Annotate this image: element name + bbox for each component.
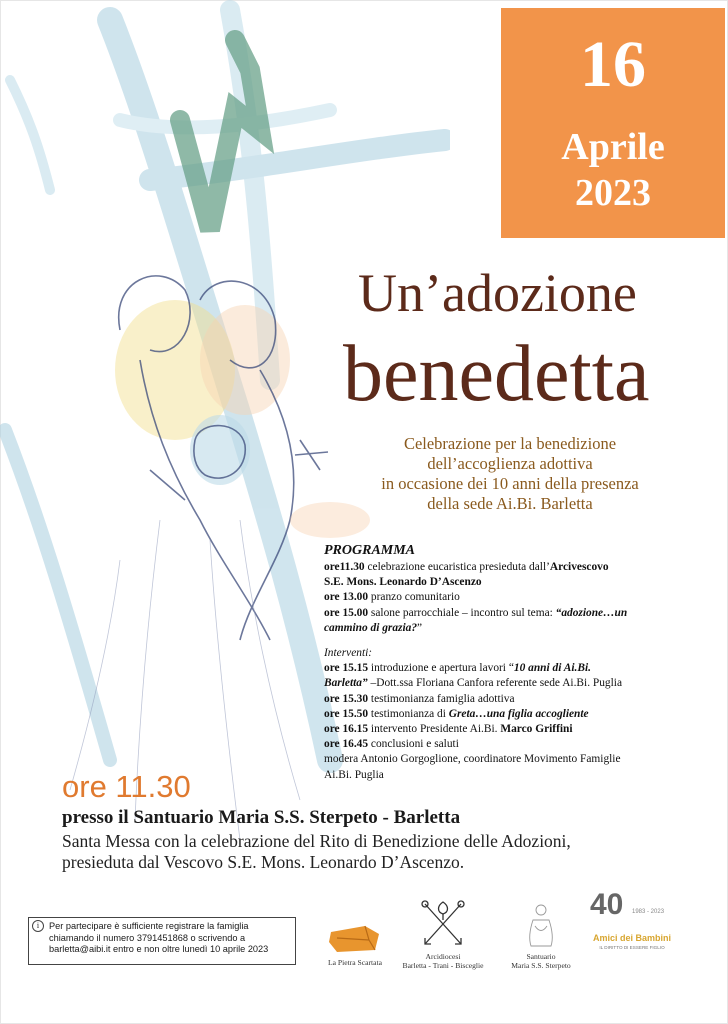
event-venue: presso il Santuario Maria S.S. Sterpeto - Barletta bbox=[62, 807, 461, 828]
program-text: –Dott.ssa Floriana Canfora referente sede Ai.Bi. Puglia bbox=[367, 677, 622, 690]
info-line: chiamando il numero 3791451868 o scrivendo a bbox=[49, 932, 246, 943]
program-text: celebrazione eucaristica presieduta dall’ bbox=[364, 561, 550, 573]
amici-tagline: IL DIRITTO DI ESSERE FIGLIO bbox=[599, 945, 665, 950]
interventi-label: Interventi: bbox=[324, 647, 373, 660]
program-item bbox=[324, 692, 714, 707]
subtitle-line: dell’accoglienza adottiva bbox=[427, 454, 593, 473]
program-time: ore 15.30 bbox=[324, 692, 369, 705]
date-year: 2023 bbox=[575, 172, 651, 214]
title-line-1: Un’adozione bbox=[358, 263, 637, 323]
stone-logo-icon bbox=[325, 922, 385, 956]
amici-name: Amici dei Bambini bbox=[592, 933, 672, 943]
logo-pietra-scartata bbox=[318, 922, 392, 967]
program-item bbox=[324, 707, 714, 722]
logo-santuario bbox=[496, 902, 586, 970]
program-time: ore11.30 bbox=[324, 561, 365, 573]
program-item bbox=[324, 590, 714, 605]
program-text: pranzo comunitario bbox=[368, 591, 460, 604]
program-theme: “adozione…un bbox=[555, 606, 628, 619]
info-line: barletta@aibi.it entro e non oltre lunedì 10 aprile 2023 bbox=[49, 944, 269, 954]
program-theme: Barletta” bbox=[324, 677, 368, 690]
program-item bbox=[324, 661, 714, 676]
logo-label: Santuario bbox=[526, 952, 556, 961]
program-item bbox=[324, 737, 714, 752]
program-quote: ” bbox=[417, 621, 423, 634]
date-box bbox=[501, 8, 725, 238]
program-time: ore 15.50 bbox=[324, 707, 369, 720]
amici-anniversary-number: 40 bbox=[590, 888, 624, 921]
program-text: intervento Presidente Ai.Bi. bbox=[368, 723, 501, 736]
logo-amici-dei-bambini bbox=[586, 888, 678, 952]
program-time: ore 16.15 bbox=[324, 723, 369, 736]
program-item bbox=[324, 560, 714, 575]
program-item bbox=[324, 575, 714, 590]
program-heading: PROGRAMMA bbox=[324, 543, 416, 558]
info-line: Per partecipare è sufficiente registrare la famiglia bbox=[49, 921, 249, 931]
subtitle bbox=[350, 434, 670, 514]
moderator-line: Ai.Bi. Puglia bbox=[324, 768, 384, 781]
program-time: ore 16.45 bbox=[324, 738, 369, 751]
program-theme: 10 anni di Ai.Bi. bbox=[513, 662, 592, 675]
subtitle-line: Celebrazione per la benedizione bbox=[403, 434, 617, 453]
logo-label: La Pietra Scartata bbox=[328, 958, 382, 967]
program-time: ore 15.15 bbox=[324, 662, 369, 675]
event-time: ore 11.30 bbox=[62, 769, 191, 804]
registration-info-box bbox=[28, 917, 296, 965]
program-theme: cammino di grazia? bbox=[324, 621, 418, 634]
program-item bbox=[324, 621, 714, 636]
program-item bbox=[324, 606, 714, 621]
program-time: ore 13.00 bbox=[324, 591, 369, 604]
program-text: salone parrocchiale – incontro sul tema: bbox=[368, 606, 556, 619]
title-line-2: benedetta bbox=[343, 330, 650, 418]
amici-years: 1983 - 2023 bbox=[632, 909, 665, 915]
madonna-icon bbox=[519, 902, 563, 950]
program-text: testimonianza di bbox=[368, 707, 449, 720]
program-bold: Marco Griffini bbox=[500, 723, 573, 736]
program-text: introduzione e apertura lavori “ bbox=[368, 662, 514, 675]
logo-label: Arcidiocesi bbox=[425, 952, 461, 961]
program-theme: …una figlia accogliente bbox=[475, 707, 589, 720]
date-day: 16 bbox=[580, 28, 646, 101]
logo-label: Barletta - Trani - Bisceglie bbox=[402, 961, 484, 970]
logo-arcidiocesi bbox=[398, 898, 488, 970]
program-item bbox=[324, 676, 714, 691]
subtitle-line: in occasione dei 10 anni della presenza bbox=[381, 474, 639, 493]
mass-line: presieduta dal Vescovo S.E. Mons. Leonardo D’Ascenzo. bbox=[62, 852, 465, 872]
mass-line: Santa Messa con la celebrazione del Rito di Benedizione delle Adozioni, bbox=[62, 831, 571, 851]
program-text: conclusioni e saluti bbox=[368, 738, 459, 751]
subtitle-line: della sede Ai.Bi. Barletta bbox=[427, 494, 593, 513]
program-text: testimonianza famiglia adottiva bbox=[368, 692, 515, 705]
program-theme: Greta bbox=[448, 707, 476, 720]
crossed-keys-icon bbox=[415, 898, 471, 950]
info-icon: i bbox=[32, 920, 44, 932]
program-bold: S.E. Mons. Leonardo D’Ascenzo bbox=[324, 576, 482, 589]
program-section bbox=[324, 542, 714, 783]
program-time: ore 15.00 bbox=[324, 606, 369, 619]
program-item bbox=[324, 722, 714, 737]
logo-label: Maria S.S. Sterpeto bbox=[511, 961, 571, 970]
program-bold: Arcivescovo bbox=[549, 561, 609, 573]
moderator-line: modera Antonio Gorgoglione, coordinatore Movimento Famiglie bbox=[324, 753, 621, 766]
mass-description bbox=[62, 831, 571, 873]
date-month: Aprile bbox=[561, 126, 665, 168]
